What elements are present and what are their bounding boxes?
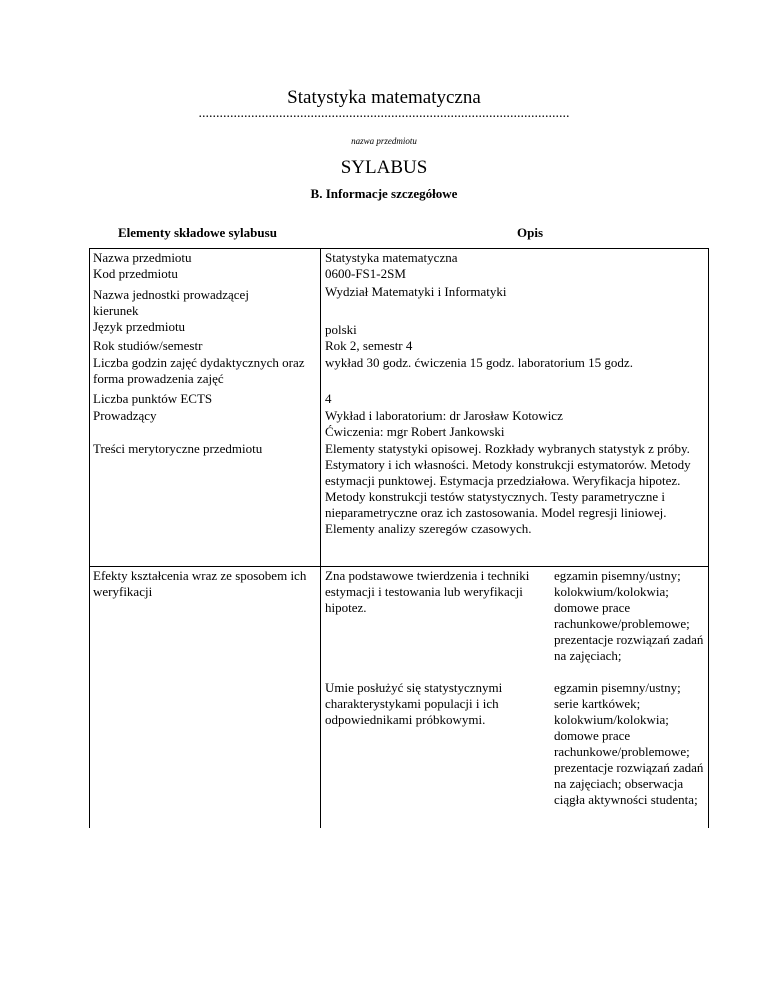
row-value-secondary: Ćwiczenia: mgr Robert Jankowski <box>325 424 505 439</box>
verification-method: egzamin pisemny/ustny; serie kartkówek; kolokwium/kolokwia; domowe prace rachunkowe/problemowe; prezentacje rozwiązań zadań na zajęciach; obserwacja ciągła aktywności studenta; <box>554 680 704 807</box>
row-value: Wykład i laboratorium: dr Jarosław Kotowicz <box>325 408 563 423</box>
row-value: polski <box>325 322 357 337</box>
learning-outcome: Umie posłużyć się statystycznymi charakterystykami populacji i ich odpowiednikami próbkowymi. <box>325 680 503 727</box>
dotted-line: .......................................................................................................... <box>198 106 570 121</box>
row-label: Język przedmiotu <box>93 319 186 334</box>
row-label: Efekty kształcenia wraz ze sposobem ich weryfikacji <box>93 568 307 599</box>
column-header-elements: Elementy składowe sylabusu <box>118 225 277 240</box>
verification-method: egzamin pisemny/ustny; kolokwium/kolokwia; domowe prace rachunkowe/problemowe; prezentacje rozwiązań zadań na zajęciach; <box>554 568 704 663</box>
row-label: Prowadzący <box>93 408 157 423</box>
row-value: Rok 2, semestr 4 <box>325 338 413 353</box>
row-value: 4 <box>325 391 332 406</box>
syllabus-heading: SYLABUS <box>340 157 428 178</box>
row-label: Kod przedmiotu <box>93 266 178 281</box>
row-label: Treści merytoryczne przedmiotu <box>93 441 263 456</box>
table-row-divider <box>89 566 709 567</box>
course-title: Statystyka matematyczna <box>287 87 481 108</box>
row-value: 0600-FS1-2SM <box>325 266 406 281</box>
row-label: Liczba punktów ECTS <box>93 391 213 406</box>
row-value: Statystyka matematyczna <box>325 250 458 265</box>
column-header-description: Opis <box>517 225 544 240</box>
row-label: Nazwa przedmiotu <box>93 250 192 265</box>
row-value: Elementy statystyki opisowej. Rozkłady wybranych statystyk z próby. Estymatory i ich własności. Metody konstrukcji estymatorów. Metody estymacji punktowej. Estymacja przedziałowa. Weryfikacja hipotez. Metody konstrukcji testów statystycznych. Testy parametryczne i nieparametryczne oraz ich zastosowania. Model regresji liniowej. Elementy analizy szeregów czasowych. <box>325 441 691 536</box>
table-border-middle <box>320 248 321 828</box>
row-label: Nazwa jednostki prowadzącej kierunek <box>93 287 249 318</box>
row-value: Wydział Matematyki i Informatyki <box>325 284 507 299</box>
course-title-caption: nazwa przedmiotu <box>351 136 417 146</box>
row-label: Liczba godzin zajęć dydaktycznych oraz forma prowadzenia zajęć <box>93 355 305 386</box>
row-value: wykład 30 godz. ćwiczenia 15 godz. laboratorium 15 godz. <box>325 355 633 370</box>
learning-outcome: Zna podstawowe twierdzenia i techniki estymacji i testowania lub weryfikacji hipotez. <box>325 568 530 615</box>
row-label: Rok studiów/semestr <box>93 338 203 353</box>
table-border-right <box>708 248 709 828</box>
table-border-top <box>89 248 709 249</box>
table-border-left <box>89 248 90 828</box>
section-heading: B. Informacje szczegółowe <box>310 186 458 201</box>
